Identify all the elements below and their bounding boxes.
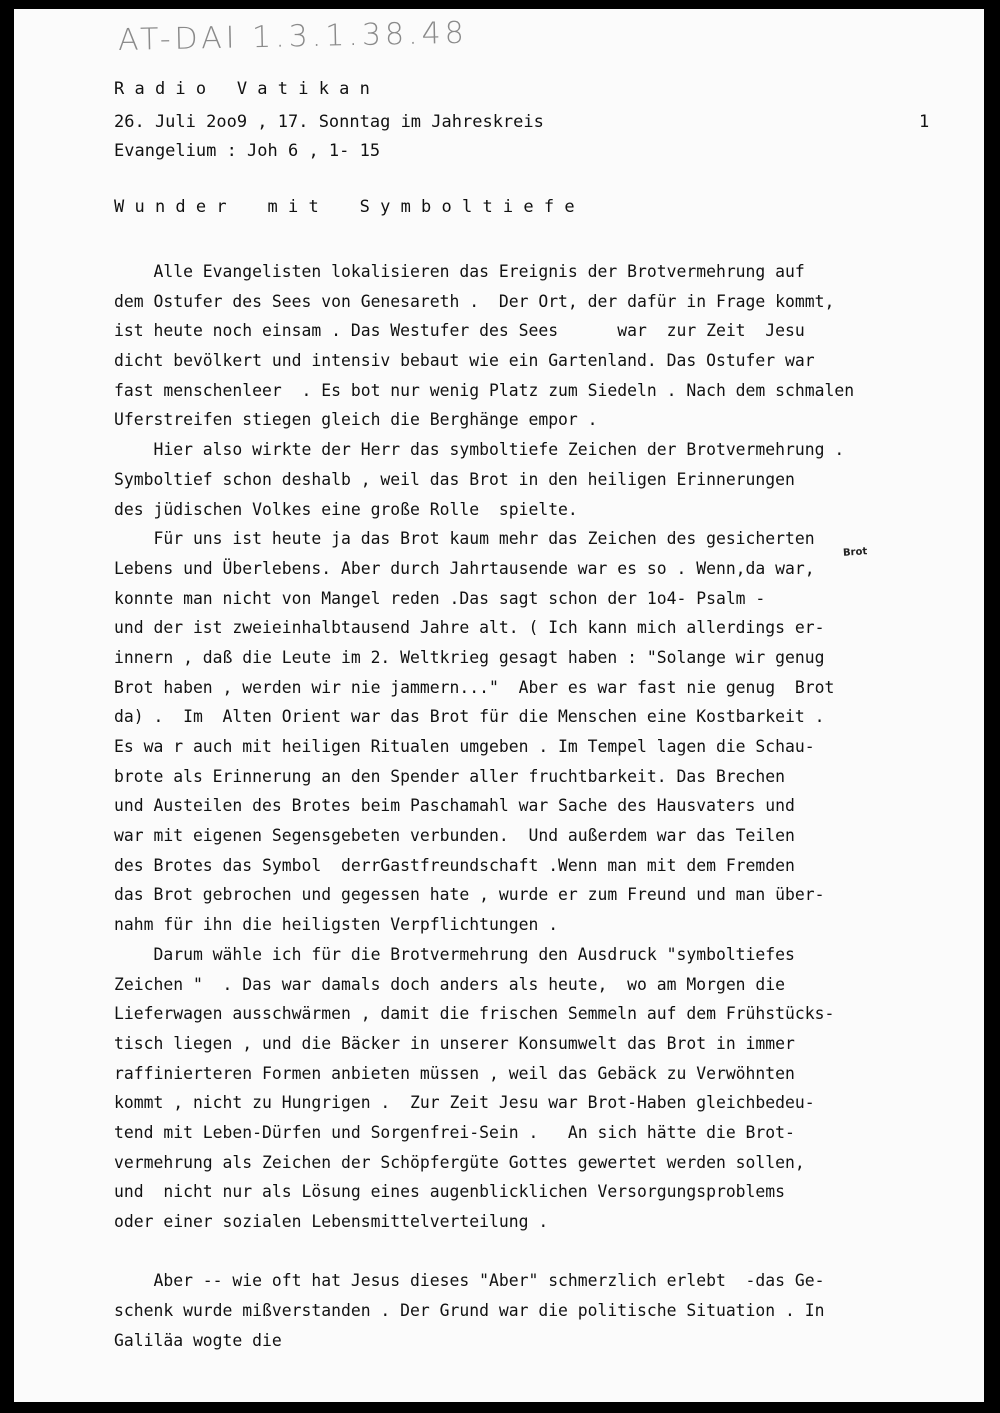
text-line: oder einer sozialen Lebensmittelverteilung . [114, 1212, 549, 1231]
text-line: das Brot gebrochen und gegessen hate , wurde er zum Freund und man über- [114, 885, 825, 905]
text-line: Alle Evangelisten lokalisieren das Ereignis der Brotvermehrung auf [114, 262, 805, 281]
text-line: innern , daß die Leute im 2. Weltkrieg gesagt haben : "Solange wir genug [114, 647, 825, 667]
text-line: Uferstreifen stiegen gleich die Berghänge empor . [114, 410, 598, 430]
text-line: kommt , nicht zu Hungrigen . Zur Zeit Jesu war Brot-Haben gleichbedeu- [114, 1093, 815, 1113]
text-line: war mit eigenen Segensgebeten verbunden. Und außerdem war das Teilen [114, 826, 795, 846]
paragraph-gap [114, 1237, 974, 1267]
text-line: Für uns ist heute ja das Brot kaum mehr das Zeichen des gesicherten [114, 529, 815, 549]
text-line: ist heute noch einsam . Das Westufer des Sees war zur Zeit Jesu [114, 321, 805, 341]
text-line: Es wa r auch mit heiligen Ritualen umgeben . Im Tempel lagen die Schau- [114, 737, 815, 756]
text-line: tend mit Leben-Dürfen und Sorgenfrei-Sein . An sich hätte die Brot- [114, 1122, 795, 1142]
text-line: des Brotes das Symbol derrGastfreundschaft .Wenn man mit dem Fremden [114, 855, 795, 875]
text-line: vermehrung als Zeichen der Schöpfergüte Gottes gewertet werden sollen, [114, 1152, 805, 1172]
text-line: Hier also wirkte der Herr das symboltiefe Zeichen der Brotvermehrung . [114, 440, 845, 460]
text-line: Galiläa wogte die [114, 1330, 282, 1350]
text-line: Brot haben , werden wir nie jammern..." Aber es war fast nie genug Brot [114, 677, 835, 697]
text-line: brote als Erinnerung an den Spender aller fruchtbarkeit. Das Brechen [114, 766, 786, 786]
text-line: Zeichen " . Das war damals doch anders als heute, wo am Morgen die [114, 974, 786, 994]
text-line: und nicht nur als Lösung eines augenblicklichen Versorgungsproblems [114, 1182, 786, 1202]
handwritten-insertion: Brot [842, 546, 868, 559]
text-line: Lebens und Überlebens. Aber durch Jahrtausende war es so . Wenn,da war, [114, 558, 815, 578]
document-page [14, 9, 984, 1402]
text-line: konnte man nicht von Mangel reden .Das sagt schon der 1o4- Psalm - [114, 588, 766, 608]
text-line: Darum wähle ich für die Brotvermehrung den Ausdruck "symboltiefes [114, 944, 795, 964]
text-line: fast menschenleer . Es bot nur wenig Platz zum Siedeln . Nach dem schmalen [114, 380, 855, 400]
text-line: da) . Im Alten Orient war das Brot für die Menschen eine Kostbarkeit . [114, 707, 825, 727]
text-line: des jüdischen Volkes eine große Rolle spielte. [114, 499, 578, 519]
header-gospel: Evangelium : Joh 6 , 1- 15 [114, 141, 381, 161]
text-line: tisch liegen , und die Bäcker in unserer Konsumwelt das Brot in immer [114, 1033, 795, 1053]
text-line: und Austeilen des Brotes beim Paschamahl war Sache des Hausvaters und [114, 796, 795, 816]
text-line: nahm für ihn die heiligsten Verpflichtungen . [114, 915, 559, 935]
header-station: R a d i o V a t i k a n [114, 79, 370, 99]
text-line: Aber -- wie oft hat Jesus dieses "Aber" schmerzlich erlebt -das Ge- [114, 1271, 825, 1291]
text-line: raffinierteren Formen anbieten müssen , weil das Gebäck zu Verwöhnten [114, 1063, 795, 1083]
page-number: 1 [919, 112, 930, 132]
sermon-title: W u n d e r m i t S y m b o l t i e f e [114, 197, 575, 217]
archive-reference-stamp: AT-DAI 1.3.1.38.48 [117, 15, 469, 58]
text-line: dicht bevölkert und intensiv bebaut wie ein Gartenland. Das Ostufer war [114, 351, 815, 371]
text-line: Symboltief schon deshalb , weil das Brot in den heiligen Erinnerungen [114, 469, 795, 489]
text-line: schenk wurde mißverstanden . Der Grund war die politische Situation . In [114, 1301, 825, 1321]
sermon-body [114, 257, 974, 1355]
header-date: 26. Juli 2oo9 , 17. Sonntag im Jahreskreis [114, 112, 544, 132]
text-line: und der ist zweieinhalbtausend Jahre alt. ( Ich kann mich allerdings er- [114, 618, 825, 638]
text-line: dem Ostufer des Sees von Genesareth . Der Ort, der dafür in Frage kommt, [114, 291, 835, 311]
text-line: Lieferwagen ausschwärmen , damit die frischen Semmeln auf dem Frühstücks- [114, 1004, 835, 1024]
